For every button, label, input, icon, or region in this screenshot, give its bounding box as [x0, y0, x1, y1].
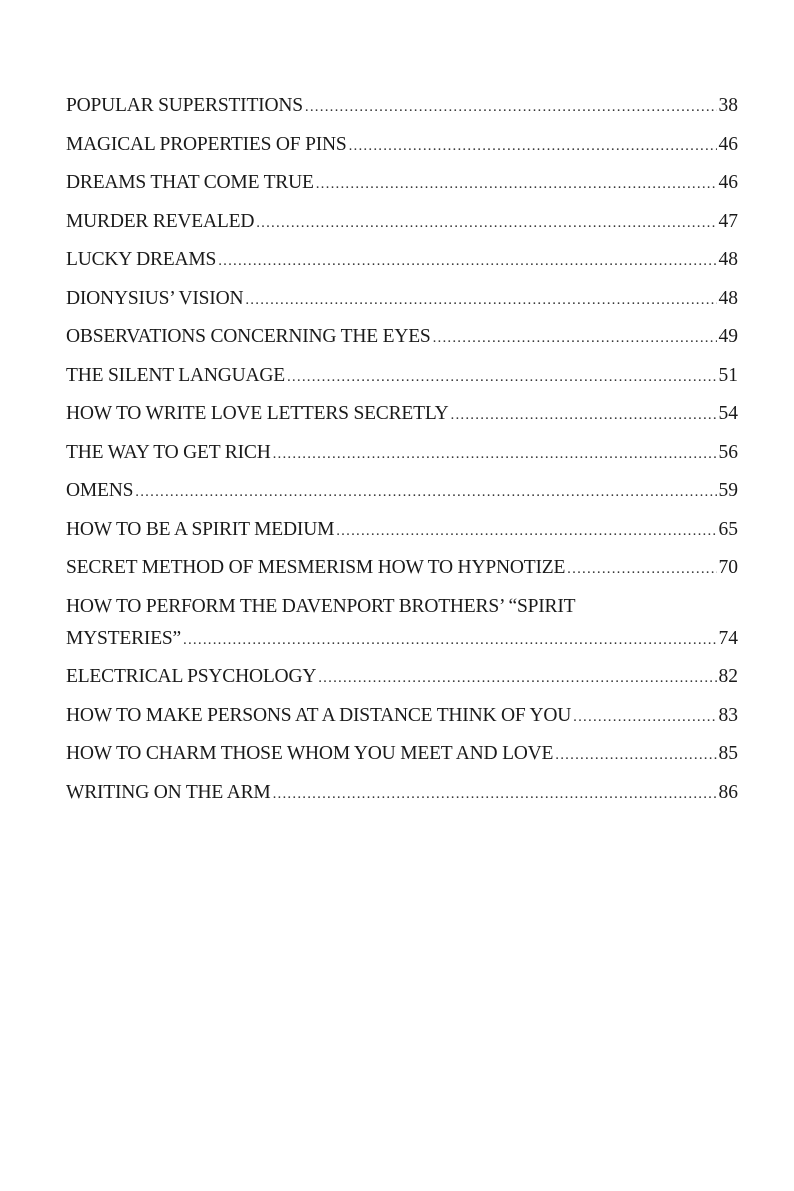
toc-entry-page-number: 85 — [718, 743, 738, 764]
dot-leader — [183, 625, 716, 655]
toc-entry-think-of-you[interactable] — [66, 701, 738, 731]
toc-entry-title: HOW TO WRITE LOVE LETTERS SECRETLY — [66, 403, 449, 424]
dot-leader — [218, 246, 716, 276]
toc-entry-page-number: 70 — [718, 557, 738, 578]
toc-entry-title-line-2: MYSTERIES” — [66, 627, 182, 649]
toc-entry-page-number: 38 — [718, 95, 738, 116]
toc-entry-title: HOW TO MAKE PERSONS AT A DISTANCE THINK OF YOU — [66, 704, 572, 726]
toc-entry-spirit-medium[interactable] — [66, 515, 738, 545]
dot-leader — [349, 131, 717, 161]
toc-entry-love-letters-secretly[interactable] — [66, 399, 738, 429]
dot-leader — [451, 400, 717, 430]
toc-entry-dreams-that-come-true[interactable] — [66, 168, 738, 198]
toc-entry-page-number: 56 — [718, 441, 738, 463]
toc-entry-observations-concerning-the-eyes[interactable] — [66, 322, 738, 352]
dot-leader — [273, 779, 717, 809]
toc-entry-the-way-to-get-rich[interactable] — [66, 438, 738, 468]
toc-entry-page-number: 47 — [718, 210, 738, 232]
dot-leader — [318, 663, 716, 693]
toc-entry-popular-superstitions[interactable] — [66, 91, 738, 121]
toc-entry-title: DIONYSIUS’ VISION — [66, 287, 244, 309]
toc-entry-second-line — [66, 624, 738, 654]
toc-entry-mesmerism-hypnotize[interactable] — [66, 553, 738, 583]
toc-entry-writing-on-the-arm[interactable] — [66, 778, 738, 808]
toc-entry-page-number: 74 — [718, 627, 738, 649]
toc-entry-title: DREAMS THAT COME TRUE — [66, 172, 314, 193]
toc-entry-page-number: 59 — [718, 480, 738, 501]
dot-leader — [305, 92, 717, 122]
dot-leader — [135, 477, 716, 507]
toc-entry-page-number: 83 — [718, 704, 738, 726]
toc-entry-the-silent-language[interactable] — [66, 361, 738, 391]
toc-entry-lucky-dreams[interactable] — [66, 245, 738, 275]
dot-leader — [273, 439, 717, 469]
toc-entry-title: MURDER REVEALED — [66, 210, 255, 232]
toc-entry-davenport-brothers[interactable] — [66, 592, 738, 654]
toc-entry-title-line-1: HOW TO PERFORM THE DAVENPORT BROTHERS’ “SPIRIT — [66, 595, 576, 617]
toc-entry-electrical-psychology[interactable] — [66, 662, 738, 692]
toc-entry-magical-properties-of-pins[interactable] — [66, 130, 738, 160]
table-of-contents — [66, 91, 738, 816]
toc-entry-title: OMENS — [66, 480, 134, 501]
toc-entry-title: THE SILENT LANGUAGE — [66, 364, 285, 386]
toc-entry-dionysius-vision[interactable] — [66, 284, 738, 314]
dot-leader — [245, 285, 716, 315]
dot-leader — [287, 362, 717, 392]
toc-entry-title: HOW TO BE A SPIRIT MEDIUM — [66, 518, 335, 540]
toc-entry-page-number: 46 — [718, 133, 738, 155]
toc-entry-title: OBSERVATIONS CONCERNING THE EYES — [66, 326, 431, 347]
toc-entry-page-number: 49 — [718, 326, 738, 347]
dot-leader — [256, 208, 716, 238]
dot-leader — [433, 323, 717, 353]
toc-entry-title: ELECTRICAL PSYCHOLOGY — [66, 666, 317, 687]
toc-entry-title: WRITING ON THE ARM — [66, 781, 271, 803]
toc-entry-omens[interactable] — [66, 476, 738, 506]
toc-entry-page-number: 86 — [718, 781, 738, 803]
dot-leader — [567, 554, 716, 584]
toc-entry-title: HOW TO CHARM THOSE WHOM YOU MEET AND LOVE — [66, 743, 554, 764]
toc-entry-page-number: 65 — [718, 518, 738, 540]
toc-entry-page-number: 48 — [718, 249, 738, 270]
toc-entry-title: POPULAR SUPERSTITIONS — [66, 95, 303, 116]
dot-leader — [316, 169, 717, 199]
toc-entry-charm-those-you-meet[interactable] — [66, 739, 738, 769]
dot-leader — [555, 740, 716, 770]
toc-entry-page-number: 48 — [718, 287, 738, 309]
toc-entry-title: MAGICAL PROPERTIES OF PINS — [66, 133, 347, 155]
toc-entry-murder-revealed[interactable] — [66, 207, 738, 237]
dot-leader — [336, 516, 716, 546]
toc-entry-page-number: 46 — [718, 172, 738, 193]
toc-entry-page-number: 82 — [718, 666, 738, 687]
toc-entry-page-number: 54 — [718, 403, 738, 424]
toc-entry-title: SECRET METHOD OF MESMERISM HOW TO HYPNOTIZE — [66, 557, 566, 578]
toc-entry-title: LUCKY DREAMS — [66, 249, 217, 270]
dot-leader — [573, 702, 716, 732]
toc-entry-page-number: 51 — [718, 364, 738, 386]
toc-entry-title: THE WAY TO GET RICH — [66, 441, 271, 463]
